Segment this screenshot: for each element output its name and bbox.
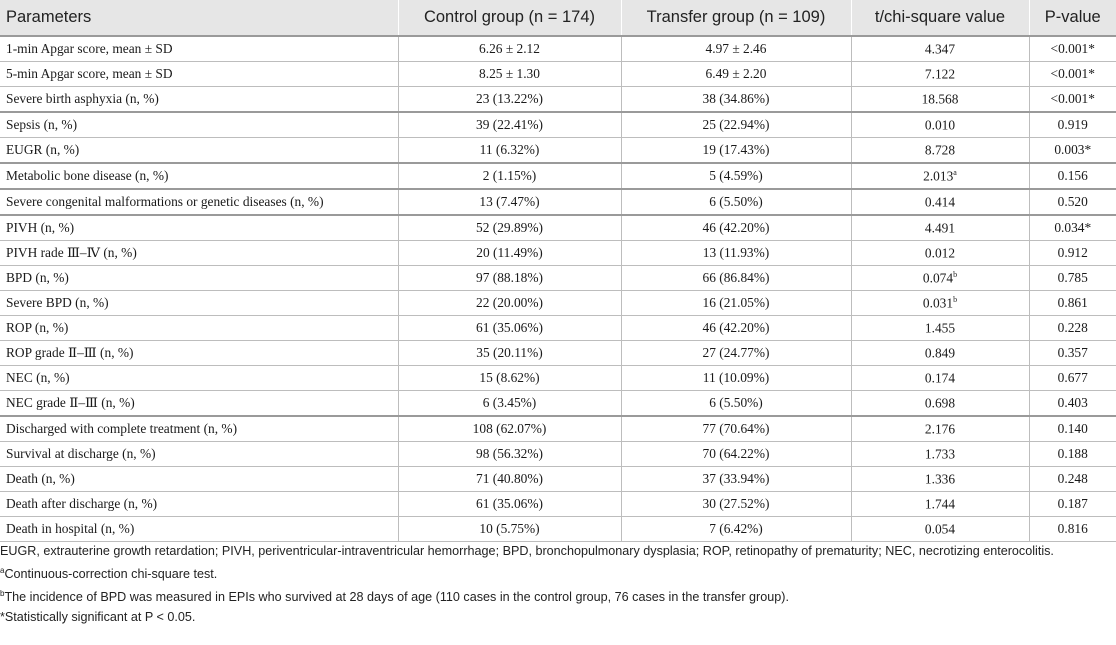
cell-transfer-group-text: 27 (24.77%)	[702, 345, 770, 360]
table-row	[0, 366, 1116, 391]
cell-p-value	[1029, 112, 1116, 138]
cell-parameter	[0, 163, 398, 189]
table-row	[0, 492, 1116, 517]
cell-p-value-text: 0.034*	[1054, 220, 1092, 235]
cell-p-value-text: 0.228	[1057, 320, 1088, 335]
cell-transfer-group-text: 6 (5.50%)	[709, 395, 763, 410]
cell-p-value-text: 0.003*	[1054, 142, 1092, 157]
cell-test-statistic	[851, 138, 1029, 164]
table-row	[0, 241, 1116, 266]
cell-parameter	[0, 291, 398, 316]
cell-p-value-text: 0.816	[1057, 521, 1088, 536]
cell-parameter-text: Survival at discharge (n, %)	[6, 446, 156, 461]
cell-transfer-group-text: 4.97 ± 2.46	[705, 41, 767, 56]
cell-control-group-text: 61 (35.06%)	[476, 320, 543, 335]
cell-transfer-group	[621, 138, 851, 164]
cell-control-group	[398, 215, 621, 241]
footnote-marker: b	[953, 269, 958, 279]
cell-test-statistic	[851, 442, 1029, 467]
cell-control-group-text: 13 (7.47%)	[479, 194, 540, 209]
cell-control-group	[398, 62, 621, 87]
cell-transfer-group	[621, 215, 851, 241]
cell-transfer-group-text: 70 (64.22%)	[702, 446, 770, 461]
cell-transfer-group	[621, 517, 851, 542]
cell-parameter-text: 1-min Apgar score, mean ± SD	[6, 41, 173, 56]
footnote-b-text: The incidence of BPD was measured in EPIs who survived at 28 days of age (110 cases in the control group, 76 cases in the transfer group).	[4, 590, 789, 605]
cell-transfer-group-text: 5 (4.59%)	[709, 168, 763, 183]
cell-p-value	[1029, 341, 1116, 366]
table-row	[0, 138, 1116, 164]
cell-control-group-text: 10 (5.75%)	[479, 521, 540, 536]
table-row	[0, 112, 1116, 138]
cell-control-group-text: 108 (62.07%)	[472, 421, 547, 436]
table-footnotes	[0, 542, 1110, 628]
cell-parameter	[0, 391, 398, 417]
cell-transfer-group	[621, 291, 851, 316]
cell-parameter-text: PIVH rade Ⅲ–Ⅳ (n, %)	[6, 245, 137, 260]
cell-p-value	[1029, 36, 1116, 62]
cell-transfer-group-text: 7 (6.42%)	[709, 521, 763, 536]
cell-control-group	[398, 36, 621, 62]
cell-p-value-text: 0.140	[1057, 421, 1088, 436]
table-row	[0, 36, 1116, 62]
cell-p-value-text: <0.001*	[1050, 66, 1095, 81]
cell-parameter	[0, 189, 398, 215]
cell-test-statistic-text: 0.414	[924, 194, 956, 210]
cell-parameter	[0, 467, 398, 492]
cell-p-value	[1029, 62, 1116, 87]
cell-test-statistic-text: 8.728	[924, 142, 956, 158]
cell-test-statistic-text: 1.455	[924, 320, 956, 336]
cell-test-statistic	[851, 291, 1029, 316]
cell-transfer-group	[621, 467, 851, 492]
cell-parameter-text: Discharged with complete treatment (n, %)	[6, 421, 238, 436]
cell-test-statistic-text: 4.491	[924, 220, 956, 236]
footnote-b-mark: b	[0, 589, 5, 599]
cell-transfer-group	[621, 36, 851, 62]
cell-transfer-group-text: 38 (34.86%)	[702, 91, 770, 106]
cell-parameter-text: Metabolic bone disease (n, %)	[6, 168, 169, 183]
cell-test-statistic-text: 1.744	[924, 496, 956, 512]
cell-parameter	[0, 87, 398, 113]
cell-control-group	[398, 366, 621, 391]
cell-parameter-text: Severe birth asphyxia (n, %)	[6, 91, 159, 106]
cell-test-statistic-text: 4.347	[924, 41, 956, 57]
cell-test-statistic-text: 0.054	[924, 521, 956, 537]
cell-transfer-group-text: 11 (10.09%)	[702, 370, 770, 385]
footnote-a	[0, 562, 1110, 583]
cell-p-value	[1029, 442, 1116, 467]
cell-parameter	[0, 416, 398, 442]
cell-test-statistic	[851, 266, 1029, 291]
footnote-a-mark: a	[0, 566, 5, 575]
cell-control-group	[398, 163, 621, 189]
cell-test-statistic-text: 2.013	[923, 168, 954, 184]
cell-control-group-text: 39 (22.41%)	[476, 117, 543, 132]
cell-p-value-text: 0.188	[1057, 446, 1088, 461]
cell-control-group-text: 61 (35.06%)	[476, 496, 543, 511]
cell-test-statistic-text: 0.074	[922, 270, 954, 286]
cell-transfer-group-text: 25 (22.94%)	[702, 117, 770, 132]
cell-transfer-group-text: 13 (11.93%)	[702, 245, 770, 260]
cell-control-group-text: 6.26 ± 2.12	[479, 41, 540, 56]
cell-transfer-group	[621, 163, 851, 189]
cell-parameter-text: ROP (n, %)	[6, 320, 69, 335]
cell-p-value-text: 0.677	[1057, 370, 1088, 385]
cell-transfer-group	[621, 112, 851, 138]
cell-parameter	[0, 36, 398, 62]
header-p-value: P-value	[1029, 0, 1116, 36]
cell-control-group-text: 20 (11.49%)	[476, 245, 543, 260]
cell-control-group-text: 98 (56.32%)	[476, 446, 543, 461]
table-row	[0, 266, 1116, 291]
cell-control-group	[398, 517, 621, 542]
cell-test-statistic-text: 1.336	[924, 471, 956, 487]
cell-parameter-text: PIVH (n, %)	[6, 220, 75, 235]
cell-p-value-text: 0.919	[1057, 117, 1088, 132]
cell-parameter	[0, 517, 398, 542]
cell-p-value-text: 0.403	[1057, 395, 1088, 410]
cell-test-statistic	[851, 36, 1029, 62]
cell-test-statistic	[851, 189, 1029, 215]
header-test-statistic: t/chi-square value	[851, 0, 1029, 36]
cell-test-statistic	[851, 112, 1029, 138]
cell-control-group	[398, 241, 621, 266]
cell-p-value-text: 0.861	[1057, 295, 1088, 310]
footnote-a-text: Continuous-correction chi-square test.	[4, 567, 218, 582]
table-body	[0, 36, 1116, 542]
cell-control-group-text: 2 (1.15%)	[482, 168, 537, 183]
cell-parameter-text: Sepsis (n, %)	[6, 117, 78, 132]
cell-parameter-text: ROP grade Ⅱ–Ⅲ (n, %)	[6, 345, 134, 360]
cell-parameter	[0, 62, 398, 87]
table-row	[0, 517, 1116, 542]
cell-transfer-group	[621, 266, 851, 291]
cell-test-statistic	[851, 87, 1029, 113]
cell-parameter	[0, 316, 398, 341]
cell-parameter	[0, 138, 398, 164]
cell-test-statistic-text: 0.031	[922, 295, 954, 311]
cell-p-value	[1029, 316, 1116, 341]
table-row	[0, 416, 1116, 442]
cell-transfer-group	[621, 391, 851, 417]
cell-test-statistic-text: 7.122	[924, 66, 956, 82]
cell-test-statistic	[851, 366, 1029, 391]
cell-control-group	[398, 138, 621, 164]
cell-p-value-text: <0.001*	[1050, 91, 1095, 106]
cell-test-statistic-text: 0.698	[924, 395, 956, 411]
cell-p-value-text: 0.187	[1057, 496, 1088, 511]
cell-test-statistic	[851, 341, 1029, 366]
cell-test-statistic	[851, 62, 1029, 87]
cell-p-value-text: <0.001*	[1050, 41, 1095, 56]
cell-parameter-text: EUGR (n, %)	[6, 142, 80, 157]
cell-transfer-group	[621, 442, 851, 467]
cell-transfer-group	[621, 341, 851, 366]
cell-test-statistic-text: 2.176	[924, 421, 956, 437]
cell-parameter-text: Death after discharge (n, %)	[6, 496, 158, 511]
cell-transfer-group-text: 6.49 ± 2.20	[705, 66, 767, 81]
cell-parameter-text: 5-min Apgar score, mean ± SD	[6, 66, 173, 81]
cell-control-group-text: 23 (13.22%)	[476, 91, 543, 106]
cell-control-group	[398, 391, 621, 417]
cell-p-value	[1029, 492, 1116, 517]
cell-test-statistic-text: 1.733	[924, 446, 956, 462]
cell-parameter-text: NEC grade Ⅱ–Ⅲ (n, %)	[6, 395, 135, 410]
cell-p-value	[1029, 266, 1116, 291]
cell-p-value	[1029, 215, 1116, 241]
cell-transfer-group-text: 16 (21.05%)	[702, 295, 770, 310]
header-control-group: Control group (n = 174)	[398, 0, 621, 36]
cell-transfer-group-text: 46 (42.20%)	[702, 220, 770, 235]
cell-control-group	[398, 467, 621, 492]
cell-p-value	[1029, 391, 1116, 417]
cell-parameter-text: Death in hospital (n, %)	[6, 521, 135, 536]
table-row	[0, 391, 1116, 417]
cell-transfer-group-text: 6 (5.50%)	[709, 194, 763, 209]
cell-p-value-text: 0.912	[1057, 245, 1088, 260]
cell-parameter-text: Severe congenital malformations or genetic diseases (n, %)	[6, 194, 324, 209]
cell-test-statistic-text: 0.174	[924, 370, 956, 386]
cell-parameter	[0, 366, 398, 391]
cell-control-group-text: 35 (20.11%)	[476, 345, 543, 360]
cell-control-group	[398, 291, 621, 316]
cell-control-group	[398, 112, 621, 138]
cell-transfer-group-text: 37 (33.94%)	[702, 471, 770, 486]
cell-parameter-text: Death (n, %)	[6, 471, 75, 486]
cell-p-value	[1029, 416, 1116, 442]
table-row	[0, 163, 1116, 189]
cell-test-statistic-text: 0.849	[924, 345, 956, 361]
cell-transfer-group	[621, 241, 851, 266]
cell-p-value-text: 0.156	[1057, 168, 1088, 183]
cell-test-statistic	[851, 163, 1029, 189]
cell-parameter	[0, 112, 398, 138]
cell-p-value-text: 0.785	[1057, 270, 1088, 285]
table-row	[0, 341, 1116, 366]
table-row	[0, 87, 1116, 113]
cell-p-value	[1029, 87, 1116, 113]
cell-control-group	[398, 492, 621, 517]
cell-parameter-text: NEC (n, %)	[6, 370, 70, 385]
cell-test-statistic	[851, 241, 1029, 266]
cell-control-group	[398, 266, 621, 291]
cell-control-group-text: 71 (40.80%)	[476, 471, 543, 486]
cell-transfer-group	[621, 416, 851, 442]
cell-p-value	[1029, 241, 1116, 266]
cell-transfer-group-text: 30 (27.52%)	[702, 496, 770, 511]
cell-transfer-group	[621, 87, 851, 113]
cell-test-statistic	[851, 517, 1029, 542]
cell-test-statistic-text: 0.010	[924, 117, 956, 133]
cell-control-group	[398, 87, 621, 113]
cell-control-group-text: 52 (29.89%)	[476, 220, 543, 235]
cell-p-value	[1029, 517, 1116, 542]
cell-transfer-group	[621, 189, 851, 215]
cell-parameter-text: Severe BPD (n, %)	[6, 295, 109, 310]
cell-control-group-text: 6 (3.45%)	[482, 395, 537, 410]
cell-p-value-text: 0.248	[1057, 471, 1088, 486]
cell-parameter	[0, 341, 398, 366]
cell-transfer-group	[621, 62, 851, 87]
cell-control-group-text: 8.25 ± 1.30	[479, 66, 540, 81]
footnote-significance: *Statistically significant at P < 0.05.	[0, 610, 196, 625]
cell-control-group-text: 11 (6.32%)	[479, 142, 540, 157]
cell-p-value	[1029, 189, 1116, 215]
footnote-b	[0, 585, 1110, 606]
cell-parameter	[0, 442, 398, 467]
cell-parameter	[0, 266, 398, 291]
cell-transfer-group	[621, 492, 851, 517]
cell-control-group-text: 22 (20.00%)	[476, 295, 543, 310]
cell-control-group	[398, 442, 621, 467]
table-row	[0, 442, 1116, 467]
cell-p-value	[1029, 366, 1116, 391]
cell-transfer-group-text: 66 (86.84%)	[702, 270, 770, 285]
cell-control-group	[398, 189, 621, 215]
cell-control-group-text: 15 (8.62%)	[479, 370, 540, 385]
table-row	[0, 215, 1116, 241]
header-transfer-group: Transfer group (n = 109)	[621, 0, 851, 36]
cell-transfer-group-text: 77 (70.64%)	[702, 421, 770, 436]
cell-transfer-group-text: 46 (42.20%)	[702, 320, 770, 335]
cell-p-value	[1029, 138, 1116, 164]
cell-parameter-text: BPD (n, %)	[6, 270, 69, 285]
cell-control-group	[398, 416, 621, 442]
cell-p-value	[1029, 163, 1116, 189]
cell-control-group	[398, 341, 621, 366]
table-row	[0, 62, 1116, 87]
cell-p-value-text: 0.357	[1057, 345, 1088, 360]
cell-parameter	[0, 215, 398, 241]
table-header-row	[0, 0, 1116, 36]
table-row	[0, 316, 1116, 341]
cell-transfer-group	[621, 316, 851, 341]
table-row	[0, 291, 1116, 316]
cell-p-value	[1029, 291, 1116, 316]
cell-test-statistic	[851, 215, 1029, 241]
cell-control-group-text: 97 (88.18%)	[476, 270, 543, 285]
header-parameters: Parameters	[0, 0, 398, 36]
cell-test-statistic	[851, 467, 1029, 492]
cell-test-statistic	[851, 316, 1029, 341]
cell-test-statistic	[851, 492, 1029, 517]
table-row	[0, 467, 1116, 492]
footnote-marker: b	[953, 294, 958, 304]
cell-parameter	[0, 492, 398, 517]
cell-control-group	[398, 316, 621, 341]
cell-parameter	[0, 241, 398, 266]
cell-transfer-group-text: 19 (17.43%)	[702, 142, 770, 157]
cell-test-statistic	[851, 391, 1029, 417]
cell-transfer-group	[621, 366, 851, 391]
table-row	[0, 189, 1116, 215]
footnote-marker: a	[953, 167, 957, 177]
cell-test-statistic-text: 18.568	[921, 91, 959, 107]
footnote-abbreviations: EUGR, extrauterine growth retardation; PIVH, periventricular-intraventricular hemorrhage; BPD, bronchopulmonary dysplasia; ROP, retinopathy of prematurity; NEC, necrotizing enterocolitis.	[0, 544, 1054, 558]
cell-p-value	[1029, 467, 1116, 492]
cell-test-statistic-text: 0.012	[924, 245, 956, 261]
cell-p-value-text: 0.520	[1057, 194, 1088, 209]
cell-test-statistic	[851, 416, 1029, 442]
